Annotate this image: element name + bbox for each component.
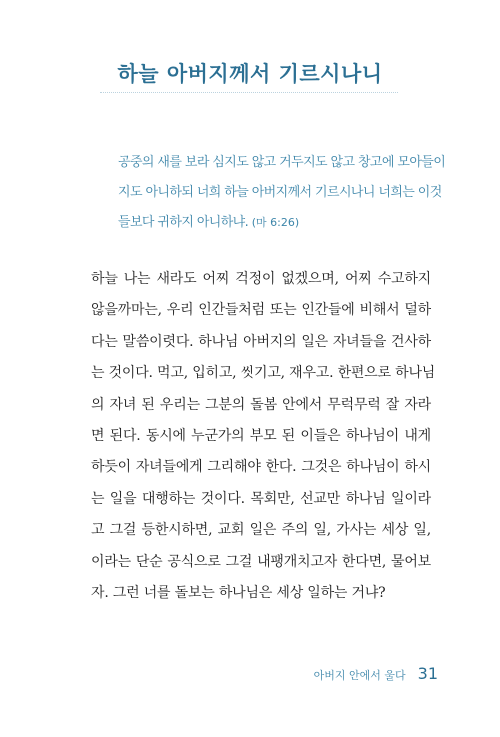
body-paragraph	[91, 264, 436, 609]
body-line: 하늘 나는 새라도 어찌 걱정이 없겠으며, 어찌 수고하지	[91, 271, 431, 287]
body-line: 이라는 단순 공식으로 그걸 내팽개치고자 한다면, 물어보	[91, 553, 431, 570]
quote-reference: (마 6:26)	[251, 216, 300, 229]
quote-line-text: 들보다 귀하지 아니하냐.	[118, 215, 249, 230]
body-line: 자. 그런 너를 돌보는 하나님은 세상 일하는 거냐?	[91, 585, 386, 602]
quote-line	[118, 208, 458, 238]
running-head: 아버지 안에서 울다	[313, 669, 406, 682]
chapter-title: 하늘 아버지께서 기르시나니	[117, 62, 383, 86]
body-line: 의 자녀 된 우리는 그분의 돌봄 안에서 무럭무럭 잘 자라	[91, 396, 431, 413]
quote-line: 공중의 새를 보라 심지도 않고 거두지도 않고 창고에 모아들이	[118, 155, 446, 170]
body-line: 는 일을 대행하는 것이다. 목회만, 선교만 하나님 일이라	[91, 490, 431, 507]
page-number: 31	[417, 664, 438, 683]
body-line: 고 그걸 등한시하면, 교회 일은 주의 일, 가사는 세상 일,	[91, 522, 431, 539]
title-divider	[100, 92, 398, 93]
body-line: 다는 말씀이렷다. 하나님 아버지의 일은 자녀들을 건사하	[91, 333, 431, 350]
body-line: 는 것이다. 먹고, 입히고, 씻기고, 재우고. 한편으로 하나님	[91, 365, 436, 382]
body-line: 하듯이 자녀들에게 그리해야 한다. 그것은 하나님이 하시	[91, 459, 431, 476]
body-line: 면 된다. 동시에 누군가의 부모 된 이들은 하나님이 내게	[91, 428, 431, 445]
scripture-quote	[118, 148, 458, 238]
page-footer	[314, 664, 438, 683]
body-line: 않을까마는, 우리 인간들처럼 또는 인간들에 비해서 덜하	[91, 302, 431, 319]
quote-line: 지도 아니하되 너희 하늘 아버지께서 기르시나니 너희는 이것	[118, 185, 442, 200]
